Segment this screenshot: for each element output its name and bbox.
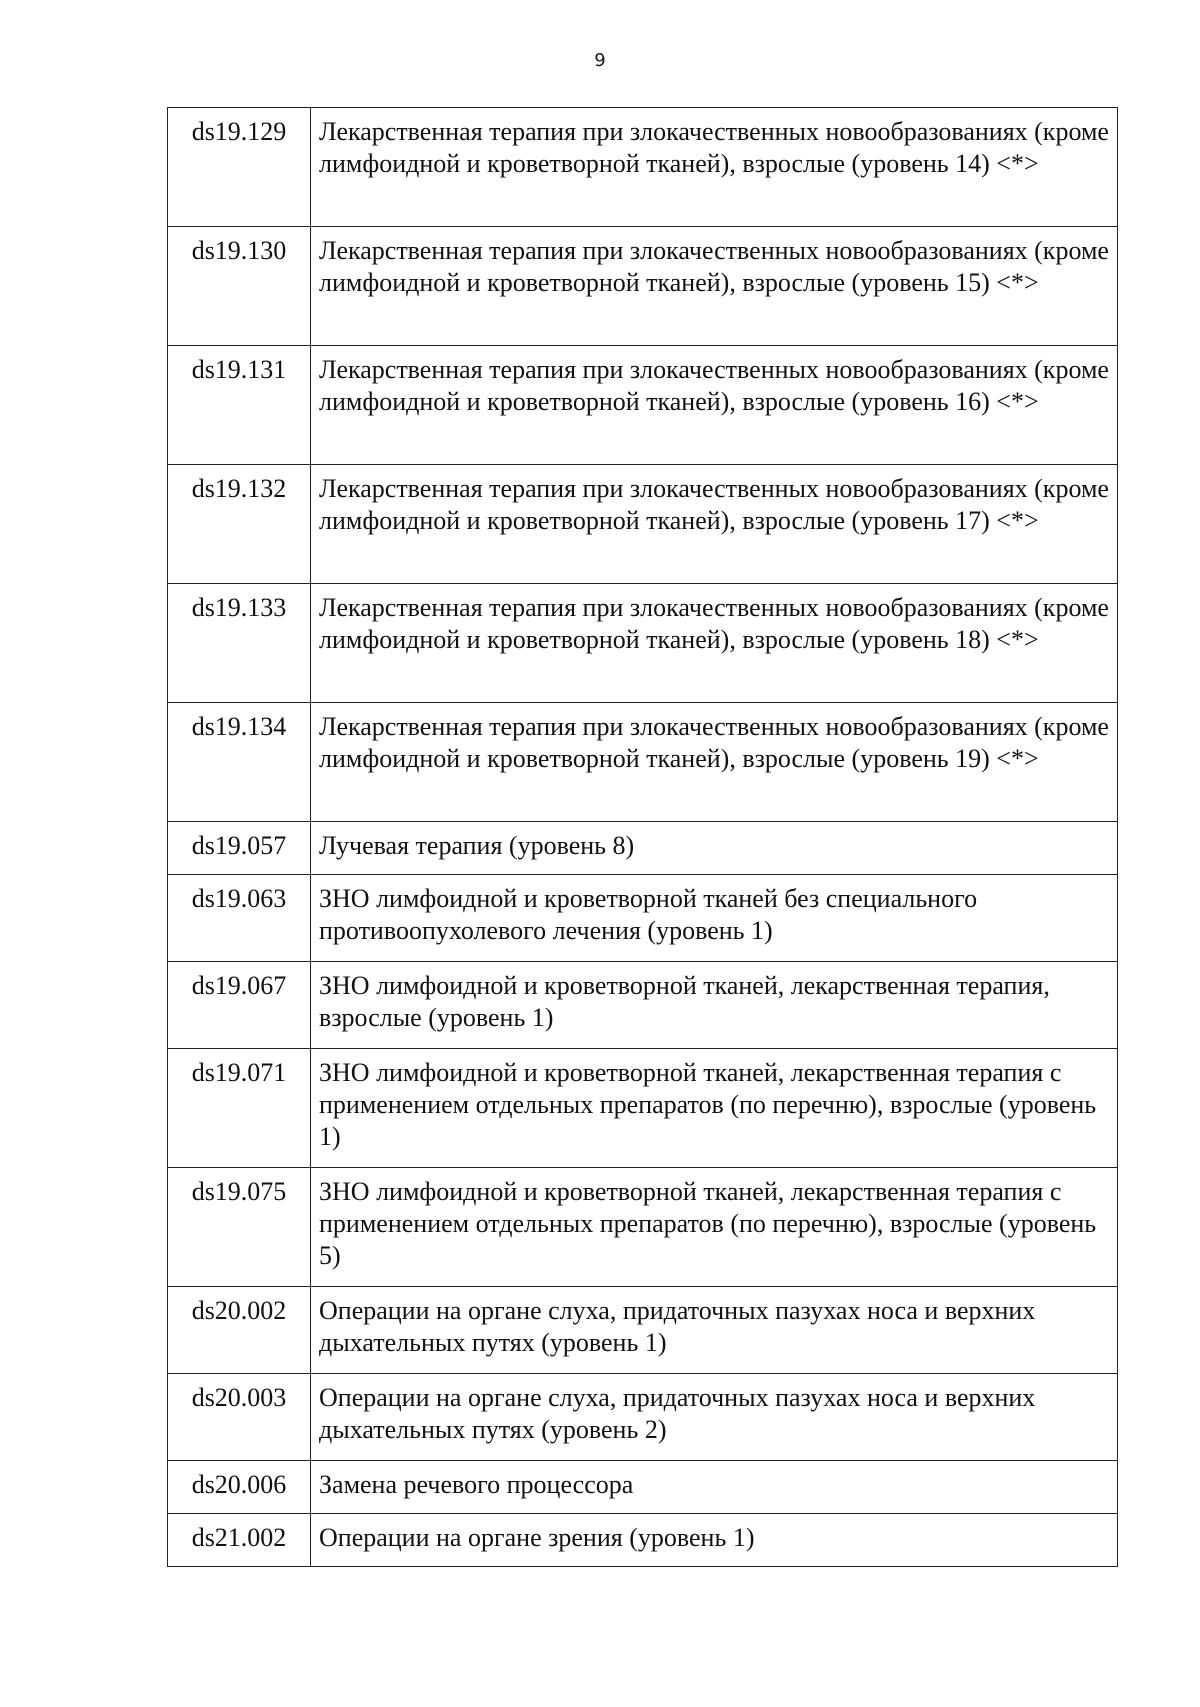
row-description: Лекарственная терапия при злокачественных новообразованиях (кроме лимфоидной и кроветворной тканей), взрослые (уровень 16) <*> (311, 346, 1118, 465)
table-row (168, 1168, 1118, 1287)
row-description: Лекарственная терапия при злокачественных новообразованиях (кроме лимфоидной и кроветворной тканей), взрослые (уровень 14) <*> (311, 108, 1118, 227)
row-description: ЗНО лимфоидной и кроветворной тканей без специального противоопухолевого лечения (уровень 1) (311, 875, 1118, 962)
table-row (168, 875, 1118, 962)
row-description: Лучевая терапия (уровень 8) (311, 822, 1118, 875)
table-row (168, 1461, 1118, 1514)
row-code: ds19.134 (168, 703, 311, 822)
table-row (168, 822, 1118, 875)
row-code: ds19.057 (168, 822, 311, 875)
table-row (168, 1049, 1118, 1168)
table-row (168, 227, 1118, 346)
table-row (168, 465, 1118, 584)
row-code: ds19.075 (168, 1168, 311, 1287)
row-code: ds19.071 (168, 1049, 311, 1168)
table-row (168, 108, 1118, 227)
table-row (168, 584, 1118, 703)
row-code: ds19.067 (168, 962, 311, 1049)
row-description: Замена речевого процессора (311, 1461, 1118, 1514)
row-code: ds20.003 (168, 1374, 311, 1461)
row-description: ЗНО лимфоидной и кроветворной тканей, лекарственная терапия, взрослые (уровень 1) (311, 962, 1118, 1049)
page-number: 9 (594, 50, 606, 71)
row-description: Лекарственная терапия при злокачественных новообразованиях (кроме лимфоидной и кроветворной тканей), взрослые (уровень 18) <*> (311, 584, 1118, 703)
row-code: ds21.002 (168, 1514, 311, 1567)
row-description: ЗНО лимфоидной и кроветворной тканей, лекарственная терапия с применением отдельных препаратов (по перечню), взрослые (уровень 1) (311, 1049, 1118, 1168)
row-code: ds19.063 (168, 875, 311, 962)
row-code: ds20.006 (168, 1461, 311, 1514)
table-row (168, 962, 1118, 1049)
row-code: ds19.130 (168, 227, 311, 346)
row-code: ds19.129 (168, 108, 311, 227)
row-code: ds19.132 (168, 465, 311, 584)
row-code: ds19.131 (168, 346, 311, 465)
row-code: ds19.133 (168, 584, 311, 703)
row-description: Лекарственная терапия при злокачественных новообразованиях (кроме лимфоидной и кроветворной тканей), взрослые (уровень 17) <*> (311, 465, 1118, 584)
tariff-table (167, 107, 1118, 1567)
row-description: ЗНО лимфоидной и кроветворной тканей, лекарственная терапия с применением отдельных препаратов (по перечню), взрослые (уровень 5) (311, 1168, 1118, 1287)
table-row (168, 1374, 1118, 1461)
row-description: Лекарственная терапия при злокачественных новообразованиях (кроме лимфоидной и кроветворной тканей), взрослые (уровень 15) <*> (311, 227, 1118, 346)
table-row (168, 1287, 1118, 1374)
tariff-table-container (167, 107, 1117, 1567)
row-description: Операции на органе зрения (уровень 1) (311, 1514, 1118, 1567)
table-row (168, 346, 1118, 465)
row-description: Операции на органе слуха, придаточных пазухах носа и верхних дыхательных путях (уровень 2) (311, 1374, 1118, 1461)
row-description: Операции на органе слуха, придаточных пазухах носа и верхних дыхательных путях (уровень 1) (311, 1287, 1118, 1374)
table-row (168, 703, 1118, 822)
row-code: ds20.002 (168, 1287, 311, 1374)
table-row (168, 1514, 1118, 1567)
row-description: Лекарственная терапия при злокачественных новообразованиях (кроме лимфоидной и кроветворной тканей), взрослые (уровень 19) <*> (311, 703, 1118, 822)
